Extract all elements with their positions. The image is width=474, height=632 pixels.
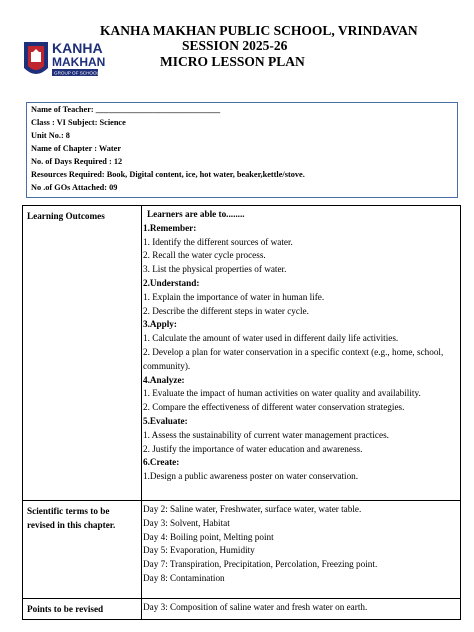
scientific-terms-row xyxy=(23,500,461,598)
class-subject: Class : VI Subject: Science xyxy=(31,118,126,127)
plan-title: MICRO LESSON PLAN xyxy=(160,54,305,69)
outcome-item: 3. List the physical properties of water. xyxy=(143,264,287,275)
outcome-item: 2. Recall the water cycle process. xyxy=(143,250,266,261)
learning-outcomes-row xyxy=(23,206,461,501)
session-title: SESSION 2025-26 xyxy=(182,38,288,53)
logo-text-kanha: KANHA xyxy=(52,40,103,56)
outcome-item: 2. Develop a plan for water conservation in a specific context (e.g., home, school, community). xyxy=(143,346,444,371)
chapter-name: Name of Chapter : Water xyxy=(31,144,122,153)
page-header xyxy=(0,0,474,100)
learning-outcomes-content xyxy=(142,206,461,501)
term-item: Day 4: Boiling point, Melting point xyxy=(143,531,274,542)
section-heading: 5.Evaluate: xyxy=(143,415,188,426)
outcome-item: 2. Describe the different steps in water cycle. xyxy=(143,305,309,316)
outcome-item: 1. Assess the sustainability of current water management practices. xyxy=(143,429,389,440)
term-item: Day 3: Solvent, Habitat xyxy=(143,517,230,528)
term-item: Day 8: Contamination xyxy=(143,572,225,583)
unit-number: Unit No.: 8 xyxy=(31,131,70,140)
section-heading: 1.Remember: xyxy=(143,222,197,233)
points-revised-row xyxy=(23,598,461,619)
section-heading: 4.Analyze: xyxy=(143,374,185,385)
scientific-terms-content xyxy=(142,500,461,598)
section-heading: 6.Create: xyxy=(143,457,180,468)
outcome-item: 1.Design a public awareness poster on water conservation. xyxy=(143,471,359,482)
scientific-terms-label: Scientific terms to be revised in this chapter. xyxy=(23,500,142,598)
logo-text-makhan: MAKHAN xyxy=(52,55,106,69)
outcome-item: 2. Compare the effectiveness of different water conservation strategies. xyxy=(143,402,405,413)
term-item: Day 7: Transpiration, Precipitation, Percolation, Freezing point. xyxy=(143,559,378,570)
outcome-item: 1. Evaluate the impact of human activities on water quality and availability. xyxy=(143,388,421,399)
term-item: Day 5: Evaporation, Humidity xyxy=(143,545,255,556)
school-name: KANHA MAKHAN PUBLIC SCHOOL, VRINDAVAN xyxy=(100,23,418,38)
outcome-item: 1. Identify the different sources of water. xyxy=(143,236,293,247)
lesson-plan-table xyxy=(22,205,461,620)
outcome-item: 2. Justify the importance of water education and awareness. xyxy=(143,443,363,454)
section-heading: 3.Apply: xyxy=(143,319,177,330)
outcome-item: 1. Explain the importance of water in human life. xyxy=(143,291,325,302)
school-logo xyxy=(22,38,122,84)
days-required: No. of Days Required : 12 xyxy=(31,157,123,166)
teacher-name: Name of Teacher: ______________________________ xyxy=(31,105,221,114)
gos-attached: No .of GOs Attached: 09 xyxy=(31,183,118,192)
points-revised-content xyxy=(142,598,461,619)
term-item: Day 2: Saline water, Freshwater, surface water, water table. xyxy=(143,503,362,514)
points-revised-label: Points to be revised xyxy=(23,598,142,619)
logo-text-group: GROUP OF SCHOOLS xyxy=(54,70,103,76)
learning-outcomes-label: Learning Outcomes xyxy=(23,206,142,501)
resources-required: Resources Required: Book, Digital content, ice, hot water, beaker,kettle/stove. xyxy=(31,170,305,179)
lesson-info-box xyxy=(26,102,458,198)
learners-intro: Learners are able to........ xyxy=(147,209,245,219)
section-heading: 2.Understand: xyxy=(143,277,200,288)
revise-item: Day 3: Composition of saline water and fresh water on earth. xyxy=(143,601,368,612)
outcome-item: 1. Calculate the amount of water used in different daily life activities. xyxy=(143,333,399,344)
